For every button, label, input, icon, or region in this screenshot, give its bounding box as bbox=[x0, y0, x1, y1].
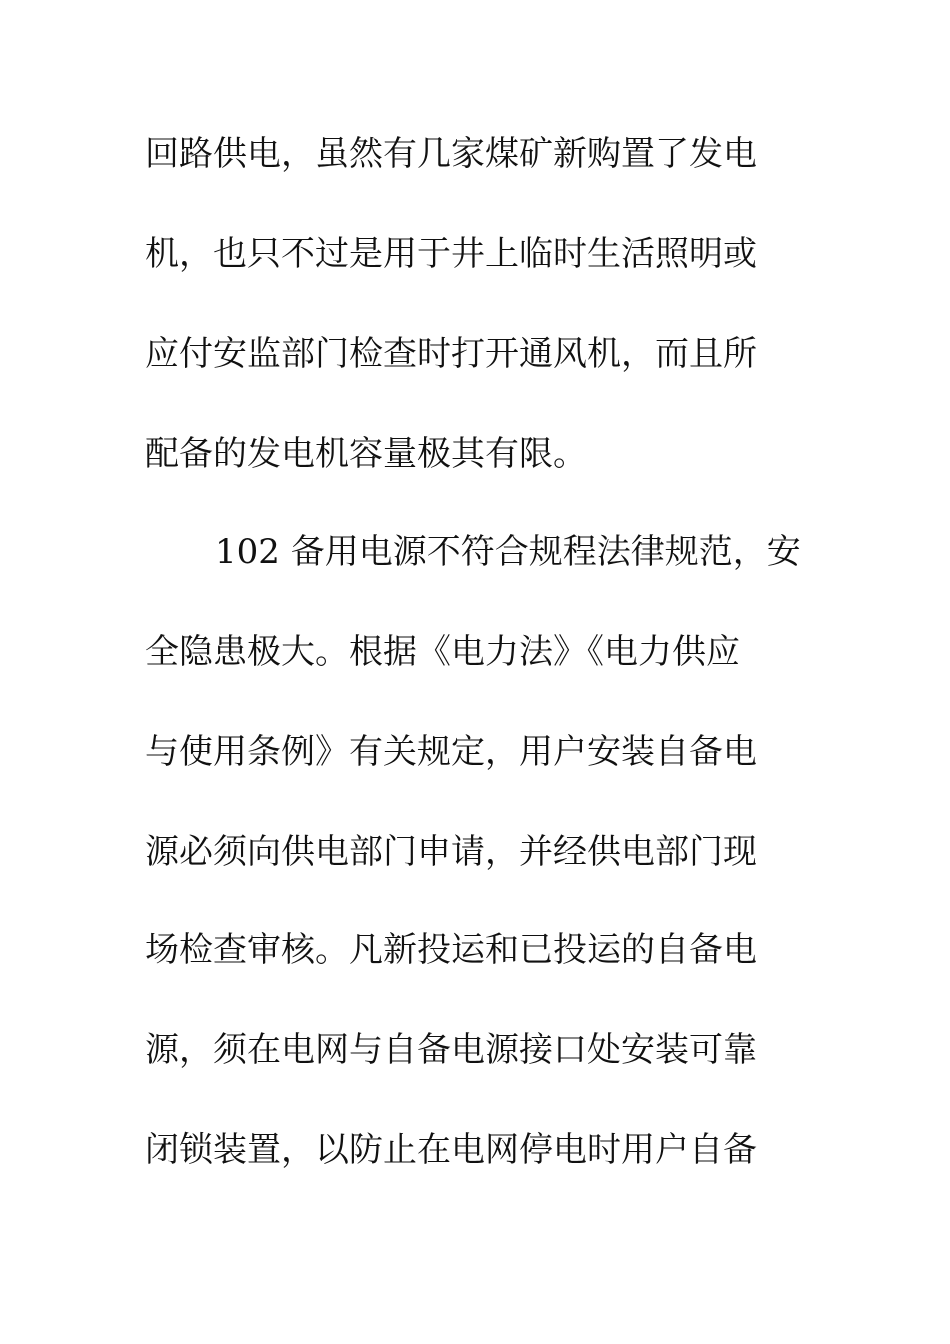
text-line: 与使用条例》有关规定，用户安装自备电 bbox=[145, 732, 757, 772]
text-line: 闭锁装置，以防止在电网停电时用户自备 bbox=[145, 1130, 757, 1170]
paragraph-start-line: 102 备用电源不符合规程法律规范，安 bbox=[215, 532, 801, 572]
text-line: 应付安监部门检查时打开通风机，而且所 bbox=[145, 334, 757, 374]
text-line: 机，也只不过是用于井上临时生活照明或 bbox=[145, 234, 757, 274]
text-line: 配备的发电机容量极其有限。 bbox=[145, 434, 587, 474]
text-line: 全隐患极大。根据《电力法》《电力供应 bbox=[145, 632, 740, 672]
text-line: 源必须向供电部门申请，并经供电部门现 bbox=[145, 832, 757, 872]
text-line: 源，须在电网与自备电源接口处安装可靠 bbox=[145, 1030, 757, 1070]
text-line: 场检查审核。凡新投运和已投运的自备电 bbox=[145, 930, 757, 970]
text-line: 回路供电，虽然有几家煤矿新购置了发电 bbox=[145, 134, 757, 174]
